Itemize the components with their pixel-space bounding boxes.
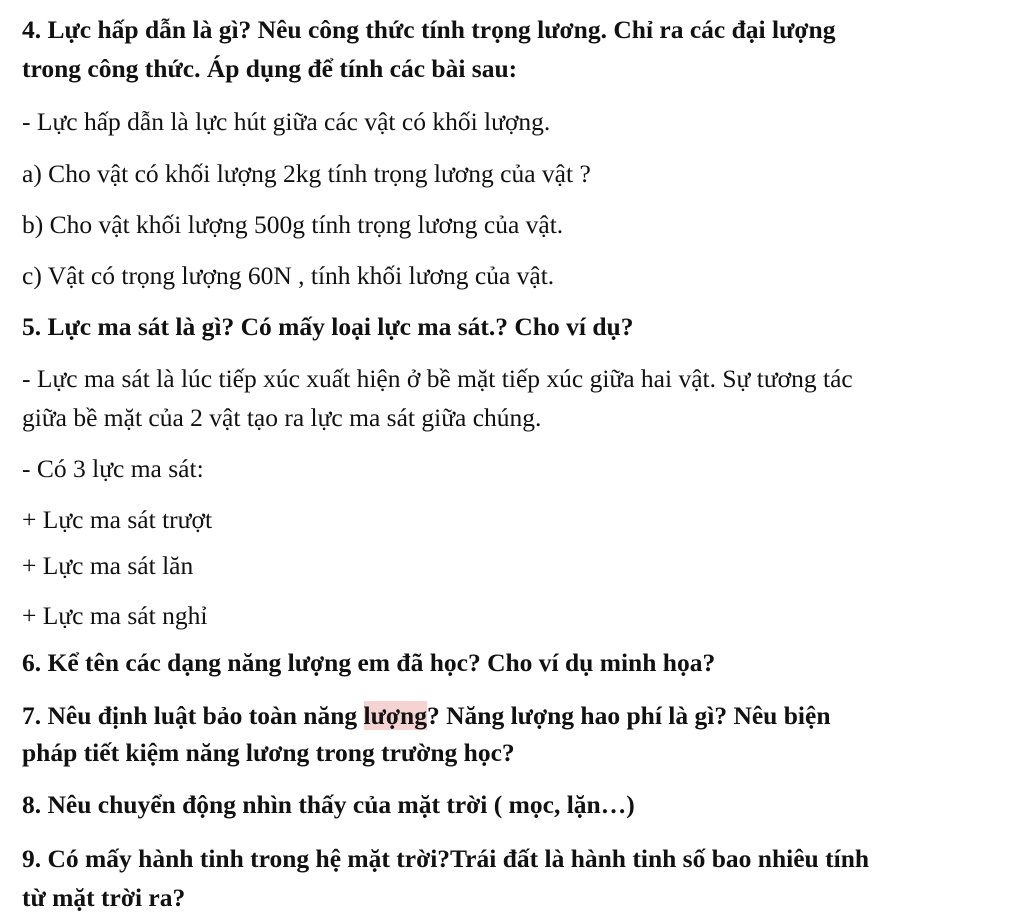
friction-type-sliding: + Lực ma sát trượt [22, 505, 213, 534]
question-5-title: 5. Lực ma sát là gì? Có mấy loại lực ma sát.? Cho ví dụ? [22, 312, 634, 341]
question-4-answer: - Lực hấp dẫn là lực hút giữa các vật có khối lượng. [22, 107, 551, 136]
friction-type-rolling: + Lực ma sát lăn [22, 551, 194, 580]
question-5-count: - Có 3 lực ma sát: [22, 454, 204, 483]
question-4-line-2: trong công thức. Áp dụng để tính các bài sau: [22, 54, 518, 83]
question-4-part-a: a) Cho vật có khối lượng 2kg tính trọng lương của vật ? [22, 159, 591, 188]
question-7-line-2: pháp tiết kiệm năng lương trong trường học? [22, 738, 515, 767]
question-4-part-c: c) Vật có trọng lượng 60N , tính khối lương của vật. [22, 261, 555, 290]
question-7-line-1 [22, 700, 831, 732]
question-7-text-before: 7. Nêu định luật bảo toàn năng [22, 701, 364, 730]
question-5-answer-line-1: - Lực ma sát là lúc tiếp xúc xuất hiện ở bề mặt tiếp xúc giữa hai vật. Sự tương tác [22, 364, 853, 393]
question-4-part-b: b) Cho vật khối lượng 500g tính trọng lương của vật. [22, 210, 564, 239]
question-7-text-after: ? Năng lượng hao phí là gì? Nêu biện [426, 701, 831, 730]
question-9-line-2: từ mặt trời ra? [22, 883, 186, 912]
question-6-title: 6. Kể tên các dạng năng lượng em đã học? Cho ví dụ minh họa? [22, 648, 716, 677]
question-8-title: 8. Nêu chuyển động nhìn thấy của mặt trời ( mọc, lặn…) [22, 790, 635, 819]
question-5-answer-line-2: giữa bề mặt của 2 vật tạo ra lực ma sát giữa chúng. [22, 403, 542, 432]
highlighted-word: lượng [363, 701, 427, 730]
question-4-line-1: 4. Lực hấp dẫn là gì? Nêu công thức tính trọng lương. Chỉ ra các đại lượng [22, 15, 836, 44]
question-9-line-1: 9. Có mấy hành tinh trong hệ mặt trời?Trái đất là hành tinh số bao nhiêu tính [22, 844, 870, 873]
friction-type-static: + Lực ma sát nghỉ [22, 601, 208, 630]
